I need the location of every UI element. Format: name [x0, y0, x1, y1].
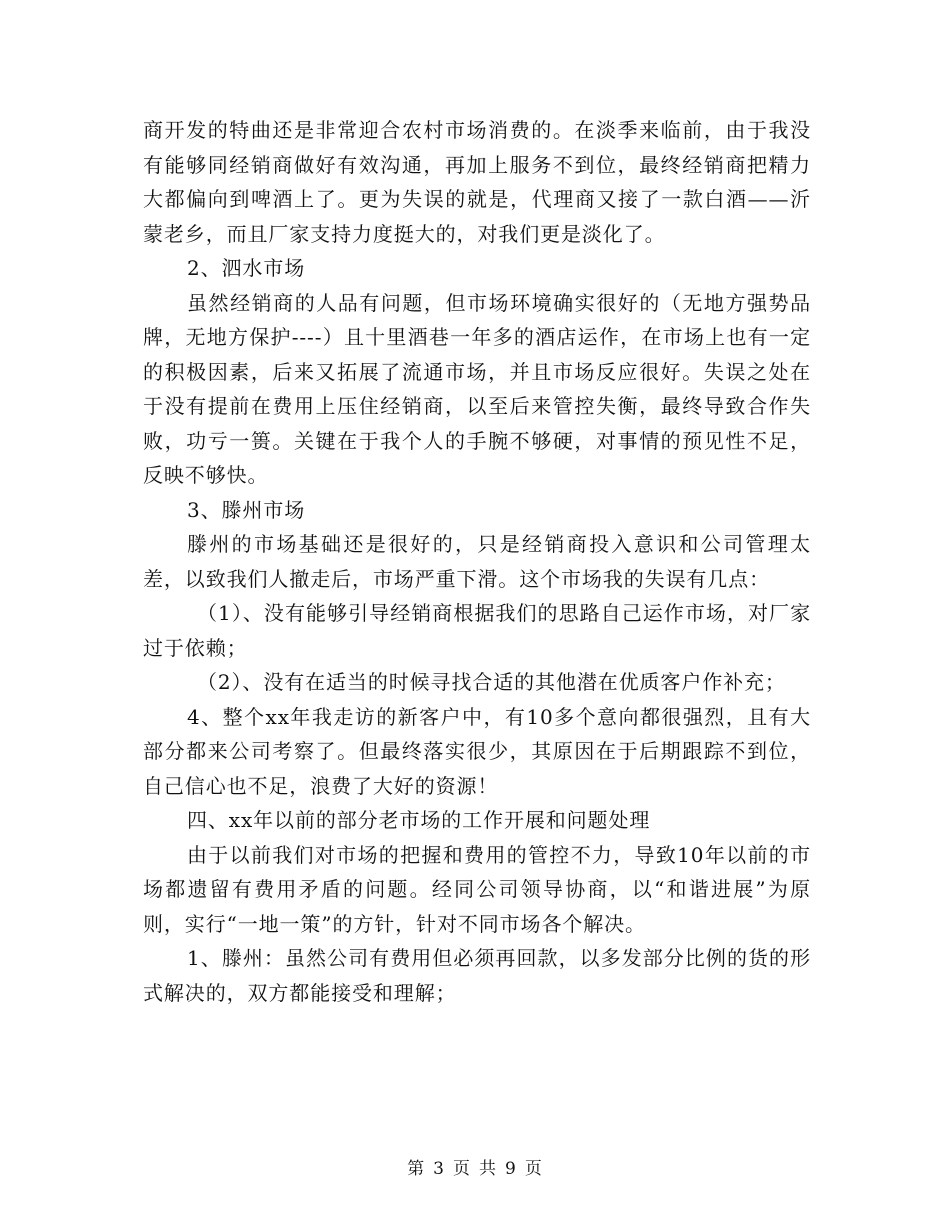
footer-total-pages: 9 — [505, 1159, 517, 1179]
footer-label-total-unit: 页 — [524, 1159, 543, 1179]
paragraph-sishui: 虽然经销商的人品有问题，但市场环境确实很好的（无地方强势品牌，无地方保护----）且十里酒巷一年多的酒店运作，在市场上也有一定的积极因素，后来又拓展了流通市场，并且市场反应很好。失误之处在于没有提前在费用上压住经销商，以至后来管控失衡，最终导致合作失败，功亏一篑。关键在于我个人的手腕不够硬，对事情的预见性不足，反映不够快。 — [143, 290, 811, 487]
footer-current-page: 3 — [433, 1159, 445, 1179]
paragraph-tengzhou: 滕州的市场基础还是很好的，只是经销商投入意识和公司管理太差，以致我们人撤走后，市场严重下滑。这个市场我的失误有几点： — [143, 532, 811, 591]
paragraph-continuation: 商开发的特曲还是非常迎合农村市场消费的。在淡季来临前，由于我没有能够同经销商做好有效沟通，再加上服务不到位，最终经销商把精力大都偏向到啤酒上了。更为失误的就是，代理商又接了一款白酒——沂蒙老乡，而且厂家支持力度挺大的，对我们更是淡化了。 — [143, 118, 811, 246]
paragraph-new-customers: 4、整个xx年我走访的新客户中，有10多个意向都很强烈，且有大部分都来公司考察了。但最终落实很少，其原因在于后期跟踪不到位，自己信心也不足，浪费了大好的资源！ — [143, 704, 811, 798]
section-heading-sishui-market: 2、泗水市场 — [187, 256, 306, 280]
list-item-mistake-1: （1）、没有能够引导经销商根据我们的思路自己运作市场，对厂家过于依赖； — [143, 601, 811, 660]
footer-label-total: 共 — [479, 1159, 497, 1179]
document-body — [143, 113, 811, 1010]
footer-label-page-unit: 页 — [453, 1159, 471, 1179]
list-item-mistake-2: （2）、没有在适当的时候寻找合适的其他潜在优质客户作补充； — [197, 670, 786, 694]
page-footer — [0, 1154, 950, 1179]
section-heading-old-markets: 四、xx年以前的部分老市场的工作开展和问题处理 — [187, 808, 651, 832]
paragraph-old-markets: 由于以前我们对市场的把握和费用的管控不力，导致10年以前的市场都遗留有费用矛盾的问题。经同公司领导协商，以“和谐进展”为原则，实行“一地一策”的方针，针对不同市场各个解决。 — [143, 842, 811, 936]
paragraph-tengzhou-resolution: 1、滕州：虽然公司有费用但必须再回款，以多发部分比例的货的形式解决的，双方都能接受和理解； — [143, 946, 811, 1005]
section-heading-tengzhou-market: 3、滕州市场 — [187, 497, 306, 522]
footer-label-page: 第 — [407, 1159, 426, 1179]
